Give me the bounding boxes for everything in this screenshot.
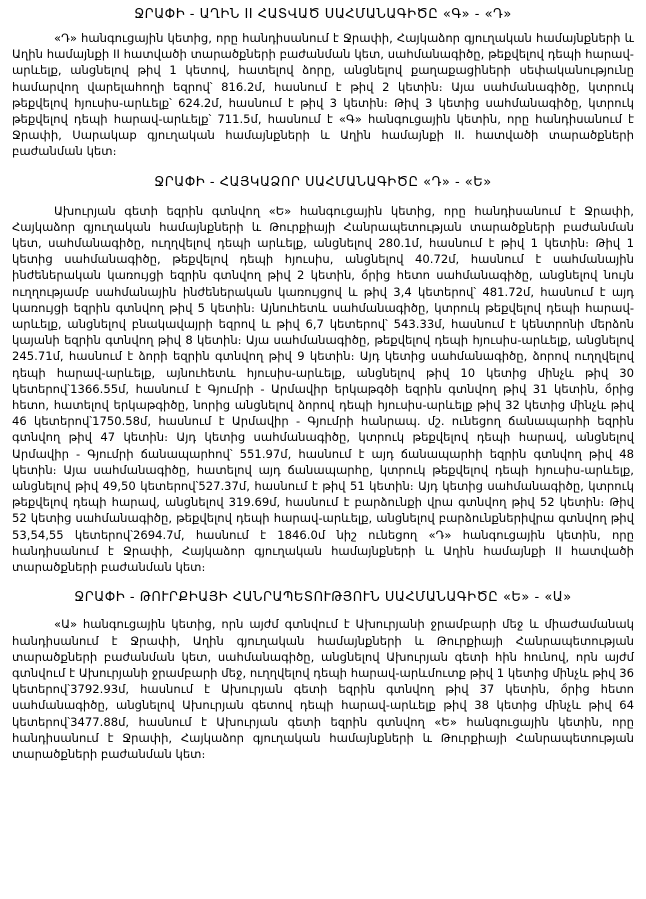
section-title-e-a: ՋՐԱՓԻ - ԹՈՒՐՔԻԱՅԻ ՀԱՆՐԱՊԵՏՈՒԹՅՈՒՆ ՍԱՀՄԱՆԱԳԻԾԸ «Ե» - «Ա» (74, 590, 572, 606)
section-body-d-e: Ախուրյան գետի եզրին գտնվող «Ե» հանգուցային կետից, որը հանդիսանում է Ջրափի, Հայկաձոր գյուղական համայնքների և Թուրքիայի Հանրապետության տարածքների բաժանման կետ, սահմանագիծը, ուղղվելով դեպի արևելք, անցնելով 280.1մ, հասնում է թիվ 1 կետին։ Թիվ 1 կետից սահմանագիծը, թեքվելով դեպի հյուսիս, անցնելով 40.72մ, հասնում է սահմանային ինժեներական կառույցի եզրին գտնվող թիվ 2 կետին, ồրից հետո սահմանագիծը, անցնելով նույն ուղղությամբ սահմանային ինժեներական կառույցով և թիվ 3,4 կետերով՝ 481.72մ, հասնում է այդ կառույցի եզրին գտնվող թիվ 5 կետին։ Այնուհետև սահմանագիծը, կտրուկ թեքվելով դեպի հարավ-արևելք, անցնելով բնակավայրի եզրով և թիվ 6,7 կետերով՝ 543.33մ, հասնում է կենտրոնի մերձոն կայանի եզրին գտնվող թիվ 8 կետին։ Այա սահմանագիծը, թեքվելով դեպի հյուսիս-արևելք, անցնելով 245.71մ, հասնում է ձորի եզրին գտնվող թիվ 9 կետին։ Այդ կետից սահմանագիծը, ձորով ուղղվելով դեպի հարավ-արևելք, այնուհետև հյուսիս-արևելք, անցնելով թիվ 10 կետից մինչև թիվ 30 կետերով՝1366.55մ, հասնում է Գյումրի - Արմավիր երկաթգծի եզրին գտնվող թիվ 31 կետին, ồրից հետո, հատելով երկաթգիծը, նորից անցնելով ձորով դեպի հյուսիս-արևելք թիվ 32 կետից մինչև թիվ 46 կետերով՝1750.58մ, հասնում է Արմավիր - Գյումրի հանրապ. մշ. ունեցող ճանապարհի եզրին գտնվող թիվ 47 կետին։ Այդ կետից սահմանագիծը, կտրուկ թեքվելով դեպի հարավ, անցնելով Արմավիր - Գյումրի ճանապարհով՝ 551.97մ, հասնում է այդ ճանապարհի եզրին գտնվող թիվ 48 կետին։ Այա սահմանագիծը, հատելով այդ ճանապարհը, կտրուկ թեքվելով դեպի հյուսիս-արևելք, անցնելով թիվ 49,50 կետերով՝527.37մ, հասնում է թիվ 51 կետին։ Այդ կետից սահմանագիծը, կտրուկ թեքվելով դեպի հարավ, անցնելով 319.69մ, հասնում է բարձունքի վրա գտնվող թիվ 52 կետին։ Թիվ 52 կետից սահմանագիծը, թեքվելով դեպի հարավ-արևելք, անցնելով բարձունքներիվրա գտնվող թիվ 53,54,55 կետերով՝2694.7մ, հասնում է 1846.0մ նիշ ունեցող «Դ» հանգուցային կետին, որը հանդիսանում է Ջրափի, Հայկաձոր գյուղական համայնքների և Աղին համայնքի II հատվածի տարածքների բաժանման կետ։ (12, 203, 634, 575)
section-body-g-d: «Դ» հանգուցային կետից, որը հանդիսանում է Ջրափի, Հայկաձոր գյուղական համայնքների և Աղին համայնքի II հատվածի տարածքների բաժանման կետ, սահմանագիծը, թեքվելով դեպի հարավ-արևելք, անցնելով թիվ 1 կետով, հատելով ձորը, անցնելով քաղաքացիների սեփականությունը համարվող վարելահողի եզրով՝ 816.2մ, հասնում է թիվ 2 կետին։ Այա սահմանագիծը, կտրուկ թեքվելով հյուսիս-արևելք՝ 624.2մ, հասնում է թիվ 3 կետին։ Թիվ 3 կետից սահմանագիծը, կտրուկ թեքվելով դեպի հարավ-արևելք՝ 711.5մ, հասնում է «Գ» հանգուցային կետին, որը հանդիսանում է Ջրափի, Սարակաp գյուղական համայնքների և Աղին համայնքի II. հատվածի տարածքների բաժանման կետ։ (12, 31, 635, 159)
section-title-d-e: ՋՐԱՓԻ - ՀԱՅԿԱՁՈՐ ՍԱՀՄԱՆԱԳԻԾԸ «Դ» - «Ե» (154, 174, 492, 190)
section-body-e-a: «Ա» հանգուցային կետից, որն այժմ գտնվում է Ախուրյանի ջրամբարի մեջ և միաժամանակ հանդիսանում է Ջրափի, Աղին գյուղական համայնքների և Թուրքիայի Հանրապետության տարածքների բաժանման կետ, սահմանագիծը, անցնելով Ախուրյան գետի հին հունով, որն այժմ գտնվում է Ախուրյանի ջրամբարի մեջ, ուղղվելով դեպի հարավ-արևմուտք թիվ 1 կետից մինչև թիվ 36 կետերով՝3792.93մ, հասնում է Ախուրյան գետի եզրին գտնվող թիվ 37 կետին, ồրից հետո սահմանագիծը, անցնելով Ախուրյան գետով դեպի հարավ-արևելք թիվ 38 կետից մինչև թիվ 64 կետերով՝3477.88մ, հասնում է Ախուրյան գետի եզրին գտնվող «Ե» հանգուցային կետին, որը հանդիսանում է Ջրափի, Հայկաձոր գյուղական համայնքների և Թուրքիայի Հանրապետության տարածքների բաժանման կետ։ (12, 617, 634, 761)
section-title-g-d: ՋՐԱՓԻ - ԱՂԻՆ II ՀԱՏՎԱԾ ՍԱՀՄԱՆԱԳԻԾԸ «Գ» - «Դ» (134, 7, 512, 22)
